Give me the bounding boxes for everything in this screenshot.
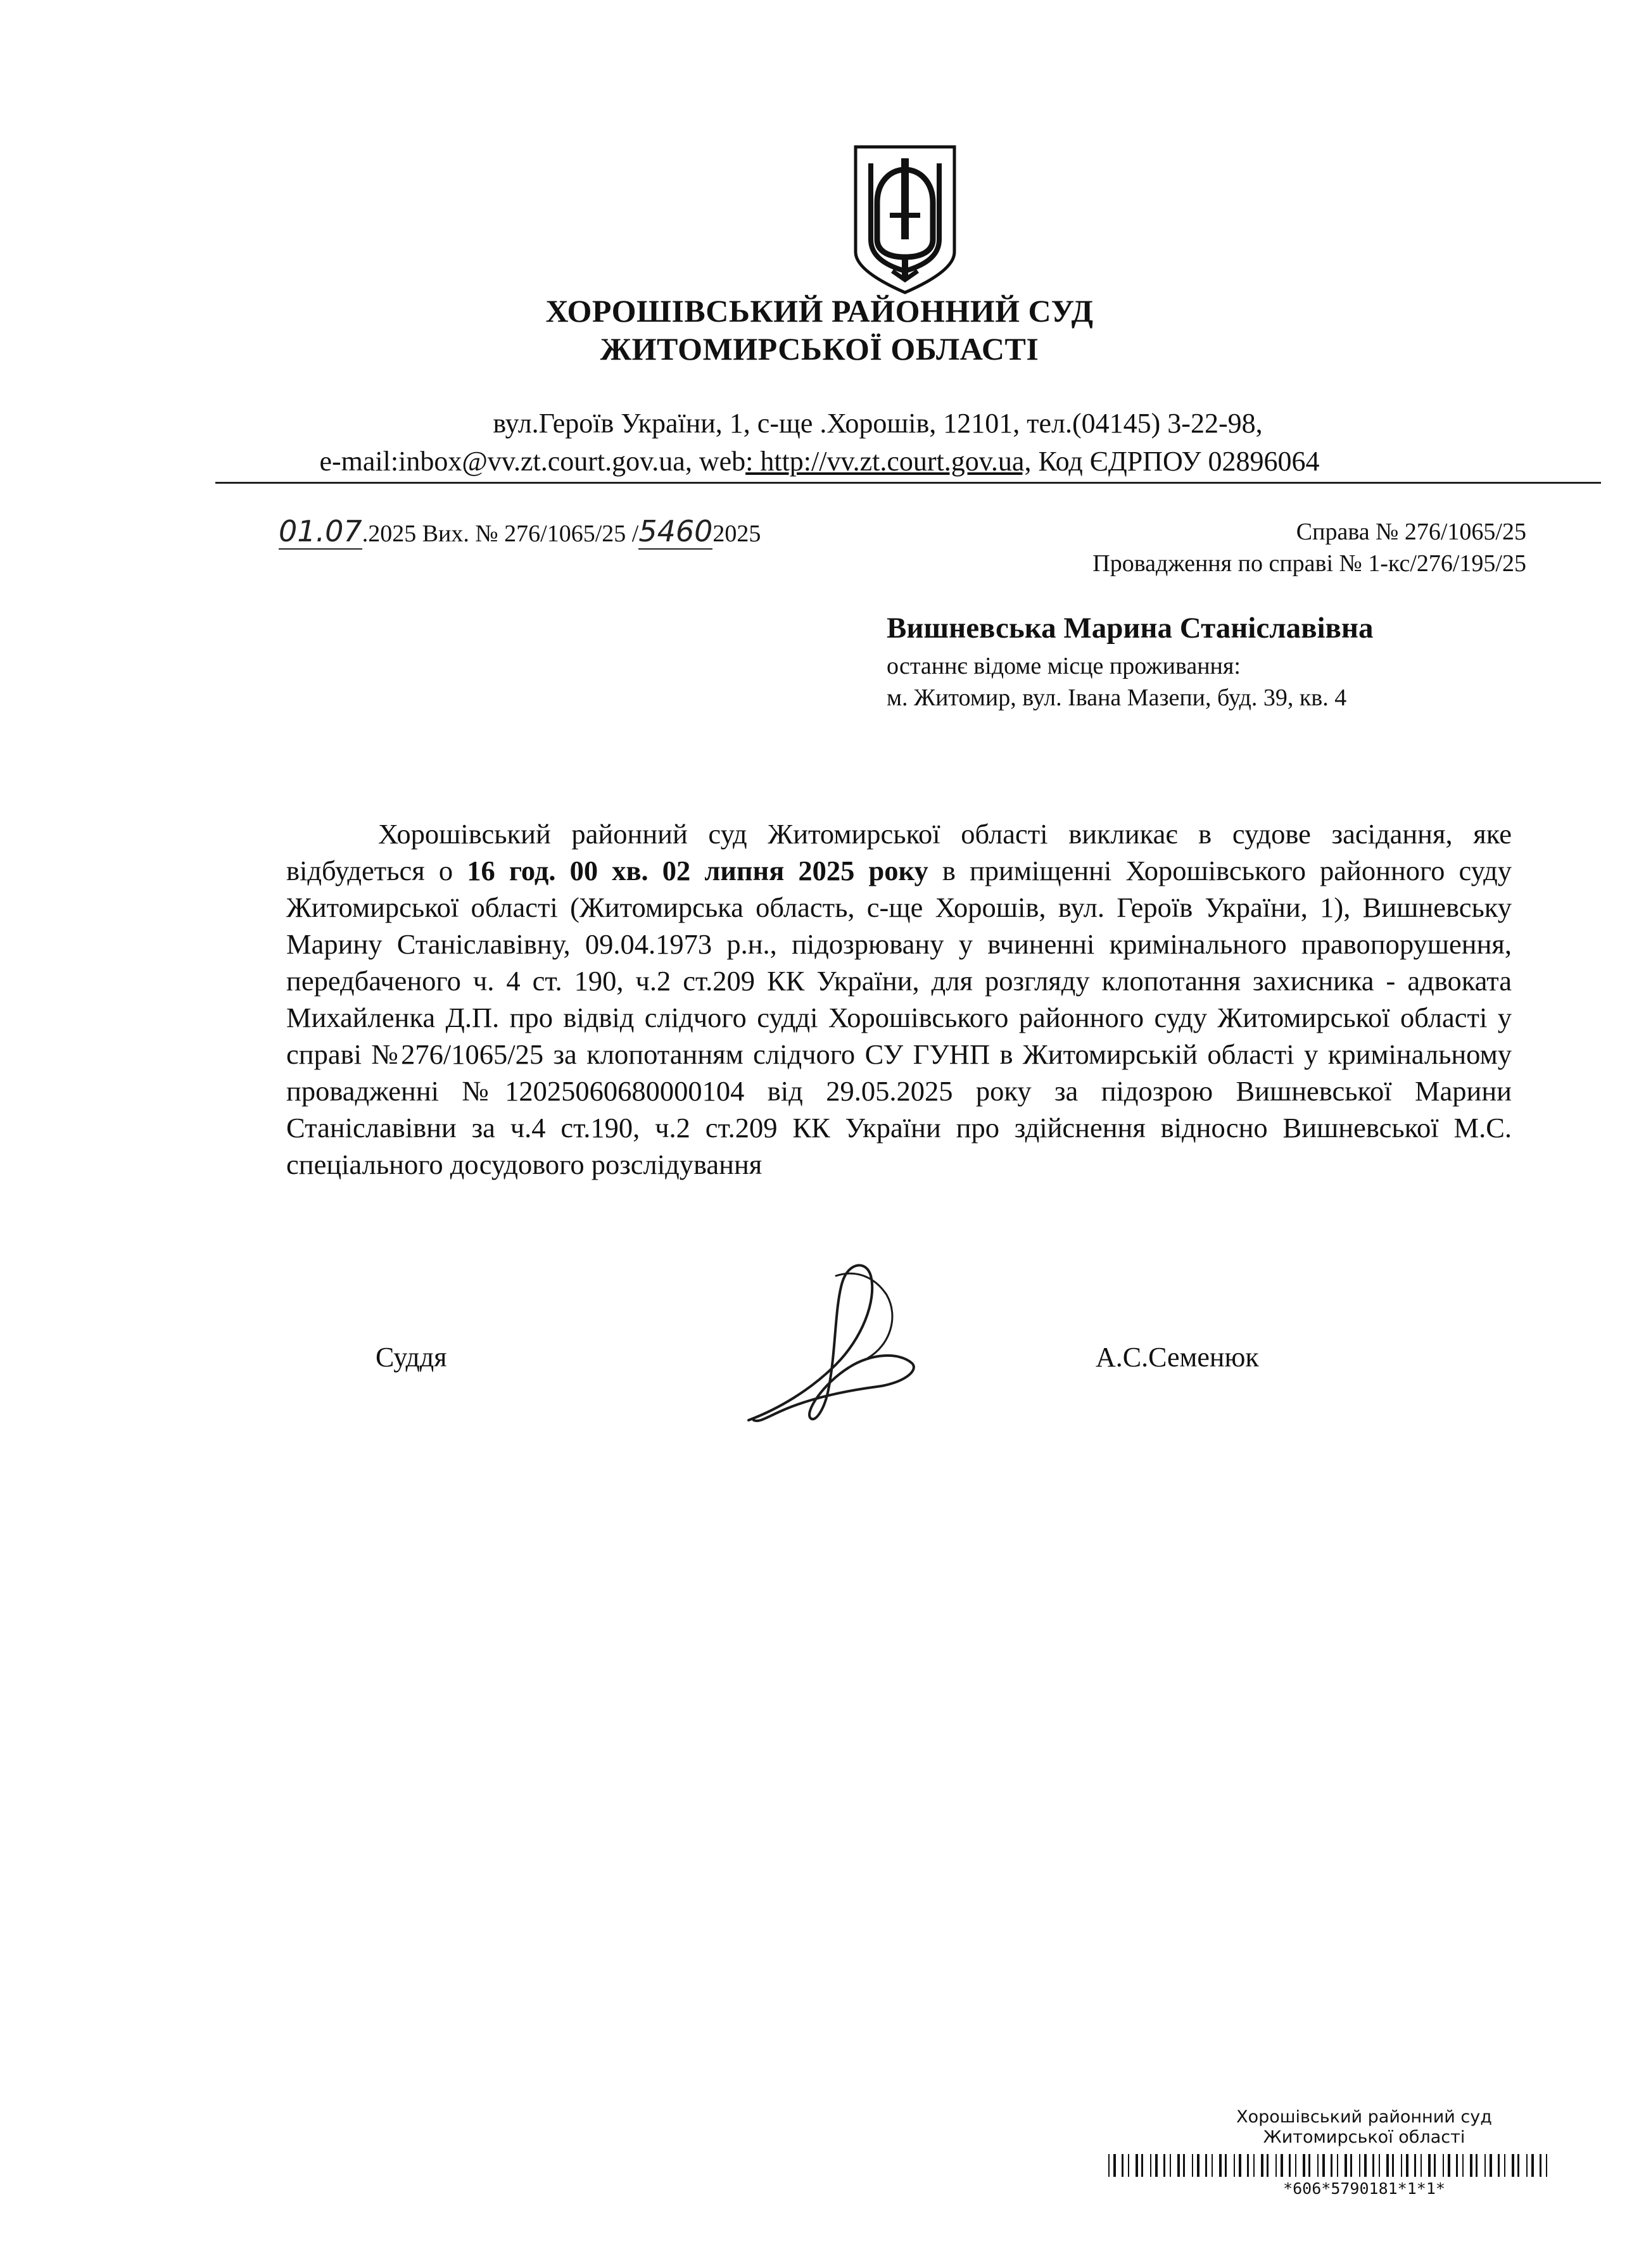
judge-role: Суддя <box>376 1342 447 1373</box>
handwritten-signature <box>741 1257 925 1434</box>
coat-of-arms-icon <box>852 144 958 295</box>
addressee-name: Вишневська Марина Станіславівна <box>887 612 1374 645</box>
court-email: e-mail:inbox@vv.zt.court.gov.ua, web <box>319 446 746 477</box>
header-divider <box>215 482 1601 484</box>
handwritten-date: 01.07 <box>279 514 362 548</box>
handwritten-number: 5460 <box>638 514 713 548</box>
court-name-line2: ЖИТОМИРСЬКОЇ ОБЛАСТІ <box>600 331 1039 367</box>
footer-stamp <box>1191 2107 1538 2148</box>
case-number: Справа № 276/1065/25 <box>1296 519 1526 545</box>
court-edrpou: Код ЄДРПОУ 02896064 <box>1031 446 1320 477</box>
court-name-line1: ХОРОШІВСЬКИЙ РАЙОННИЙ СУД <box>545 293 1094 329</box>
court-contacts <box>0 445 1639 477</box>
hearing-time: 16 год. 00 хв. 02 липня 2025 року <box>467 855 928 886</box>
barcode-icon <box>1108 2154 1552 2177</box>
body-part2: в приміщенні Хорошівського районного суду Житомирської області (Житомирська область, с-ще Хорошів, вул. Героїв України, 1), Вишневську Марину Станіславівну, 09.04.1973 р.н., підозрювану у вчиненні кримінального правопорушення, передбаченого ч. 4 ст. 190, ч.2 ст.209 КК України, для розгляду клопотання захисника - адвоката Михайленка Д.П. про відвід слідчого судді Хорошівського районного суду Житомирської області у справі №276/1065/25 за клопотанням слідчого СУ ГУНП в Житомирській області у кримінальному провадженні №12025060680000104 від 29.05.2025 року за підозрою Вишневської Марини Станіславівни за ч.4 ст.190, ч.2 ст.209 КК України про здійснення відносно Вишневської М.С. спеціального досудового розслідування <box>286 855 1512 1180</box>
outgoing-year: .2025 <box>362 520 417 547</box>
judge-name: А.С.Семенюк <box>1096 1342 1259 1373</box>
court-web-link[interactable]: : http://vv.zt.court.gov.ua, <box>745 446 1032 477</box>
summons-body <box>286 816 1512 1183</box>
outgoing-reference <box>279 514 761 550</box>
footer-stamp-line1: Хорошівський районний суд <box>1236 2107 1492 2127</box>
addressee-last-known-label: останнє відоме місце проживання: <box>887 653 1241 679</box>
body-part1: Хорошівський районний суд Житомирської області викликає в судове засідання, яке відбудеться о <box>286 818 1512 886</box>
addressee-address: м. Житомир, вул. Івана Мазепи, буд. 39, кв. 4 <box>887 684 1347 711</box>
footer-stamp-line2: Житомирської області <box>1263 2127 1465 2147</box>
court-address: вул.Героїв України, 1, с-ще .Хорошів, 12101, тел.(04145) 3-22-98, <box>493 408 1263 439</box>
proceeding-number: Провадження по справі № 1-кс/276/195/25 <box>1092 550 1526 577</box>
outgoing-prefix: Вих. № 276/1065/25 / <box>416 520 639 547</box>
outgoing-suffix: 2025 <box>712 520 761 547</box>
barcode-number: *606*5790181*1*1* <box>1283 2179 1445 2198</box>
